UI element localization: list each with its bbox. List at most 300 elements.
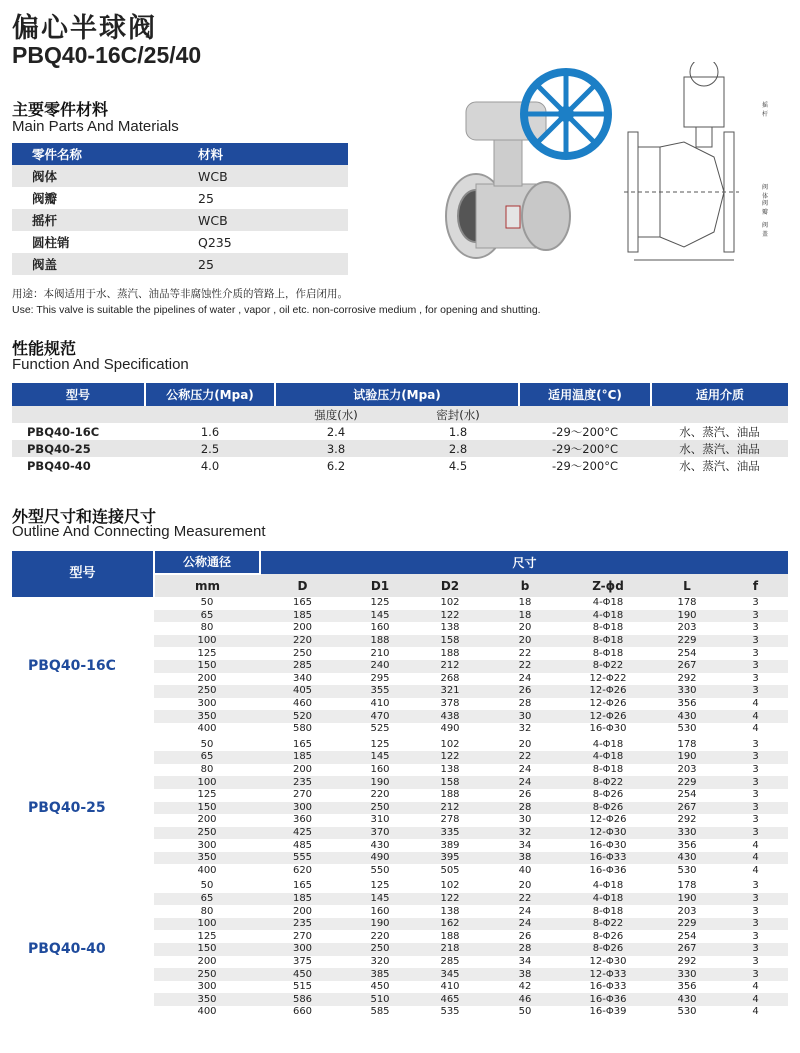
table-row xyxy=(12,187,348,209)
cell: 356 xyxy=(677,981,697,993)
cell: 410 xyxy=(370,698,390,710)
cell: 145 xyxy=(370,751,390,763)
cell: 203 xyxy=(677,905,697,917)
part-material: Q235 xyxy=(198,234,232,250)
cell: 355 xyxy=(370,685,390,697)
table-row xyxy=(12,231,348,253)
func-pn: 4.0 xyxy=(200,458,220,473)
cell: 32 xyxy=(518,723,532,735)
cell: 270 xyxy=(292,930,313,942)
cell: 320 xyxy=(370,955,390,967)
cell: 267 xyxy=(677,943,697,955)
outline-header-row xyxy=(12,551,788,574)
cell: 410 xyxy=(440,981,460,993)
cell: 125 xyxy=(370,880,390,892)
cell: 12-Φ26 xyxy=(589,814,627,826)
cell: 145 xyxy=(370,892,390,904)
parts-header-material: 材料 xyxy=(198,147,224,162)
cell: 24 xyxy=(518,918,532,930)
cell: 3 xyxy=(752,597,759,609)
func-strength: 3.8 xyxy=(326,441,346,456)
cell: 125 xyxy=(370,738,390,750)
cell: 254 xyxy=(677,647,697,659)
cell: 278 xyxy=(440,814,460,826)
cell: 190 xyxy=(370,918,390,930)
part-material: WCB xyxy=(198,212,228,228)
cell: 8-Φ26 xyxy=(592,789,624,801)
cell: 4 xyxy=(752,864,759,876)
cell: 4-Φ18 xyxy=(592,751,624,763)
function-header-pn: 公称压力(Mpa) xyxy=(145,383,275,406)
cell: 102 xyxy=(440,597,460,609)
cell: 310 xyxy=(370,814,390,826)
cell: 165 xyxy=(292,738,313,750)
cell: 50 xyxy=(200,880,214,892)
cell: 3 xyxy=(752,764,759,776)
cell: 50 xyxy=(200,597,214,609)
cell: 250 xyxy=(370,801,390,813)
cell: 16-Φ30 xyxy=(589,839,627,851)
cell: 24 xyxy=(518,672,532,684)
func-seal: 4.5 xyxy=(448,458,468,473)
outline-sub-f: f xyxy=(752,578,759,593)
cell: 240 xyxy=(370,660,390,672)
cell: 285 xyxy=(440,955,460,967)
cell: 125 xyxy=(197,789,217,801)
cell: 162 xyxy=(440,918,460,930)
cell: 34 xyxy=(518,839,532,851)
cell: 580 xyxy=(292,723,313,735)
cell: 150 xyxy=(197,943,217,955)
cell: 250 xyxy=(292,647,313,659)
cell: 165 xyxy=(292,597,313,609)
cell: 267 xyxy=(677,660,697,672)
cell: 8-Φ26 xyxy=(592,801,624,813)
outline-heading-cn: 外型尺寸和连接尺寸 xyxy=(12,507,157,526)
cell: 292 xyxy=(677,955,697,967)
function-heading-en: Function And Specification xyxy=(12,356,189,373)
cell: 300 xyxy=(292,801,313,813)
cell: 356 xyxy=(677,839,697,851)
cell: 385 xyxy=(370,968,390,980)
cell: 200 xyxy=(292,905,313,917)
cell: 42 xyxy=(518,981,532,993)
table-row xyxy=(12,165,348,187)
cell: 3 xyxy=(752,609,759,621)
cell: 188 xyxy=(370,635,390,647)
cell: 335 xyxy=(440,826,460,838)
cell: 3 xyxy=(752,789,759,801)
cell: 530 xyxy=(677,864,697,876)
cell: 3 xyxy=(752,930,759,942)
cell: 485 xyxy=(292,839,313,851)
cell: 510 xyxy=(370,993,390,1005)
cell: 8-Φ22 xyxy=(592,918,624,930)
cell: 550 xyxy=(370,864,390,876)
cell: 321 xyxy=(440,685,460,697)
cell: 122 xyxy=(440,609,460,621)
function-header-medium: 适用介质 xyxy=(695,388,744,402)
cell: 12-Φ26 xyxy=(589,698,627,710)
cell: 188 xyxy=(440,647,460,659)
cell: 8-Φ18 xyxy=(592,647,624,659)
cell: 300 xyxy=(197,981,217,993)
cell: 400 xyxy=(197,864,217,876)
cell: 102 xyxy=(440,880,460,892)
cell: 300 xyxy=(197,698,217,710)
cell: 200 xyxy=(197,955,217,967)
cell: 292 xyxy=(677,814,697,826)
func-model: PBQ40-40 xyxy=(27,458,91,473)
cell: 229 xyxy=(677,776,697,788)
cell: 3 xyxy=(752,918,759,930)
cell: 145 xyxy=(370,609,390,621)
func-strength: 6.2 xyxy=(326,458,346,473)
cell: 8-Φ26 xyxy=(592,943,624,955)
outline-header-size: 尺寸 xyxy=(260,551,788,574)
cell: 125 xyxy=(370,597,390,609)
cell: 330 xyxy=(677,826,697,838)
cell: 389 xyxy=(440,839,460,851)
cell: 4 xyxy=(752,710,759,722)
func-pn: 1.6 xyxy=(200,424,220,439)
cell: 235 xyxy=(292,776,313,788)
usage-cn: 用途：本阀适用于水、蒸汽、油品等非腐蚀性介质的管路上，作启闭用。 xyxy=(12,288,348,300)
group-model: PBQ40-40 xyxy=(12,880,154,1019)
cell: 525 xyxy=(370,723,390,735)
cell: 218 xyxy=(440,943,460,955)
outline-sub-b: b xyxy=(520,578,530,593)
cell: 505 xyxy=(440,864,460,876)
group-model: PBQ40-16C xyxy=(12,597,154,736)
cell: 188 xyxy=(440,930,460,942)
cell: 254 xyxy=(677,789,697,801)
table-row xyxy=(12,880,788,893)
cell: 212 xyxy=(440,660,460,672)
func-model: PBQ40-25 xyxy=(27,441,91,456)
cell: 40 xyxy=(518,864,532,876)
outline-header-model: 型号 xyxy=(12,551,154,597)
cell: 229 xyxy=(677,918,697,930)
drawing-label-body: 阀体 xyxy=(762,184,769,200)
cell: 28 xyxy=(518,801,532,813)
cell: 16-Φ36 xyxy=(589,993,627,1005)
cell: 3 xyxy=(752,647,759,659)
cell: 3 xyxy=(752,660,759,672)
table-row xyxy=(12,209,348,231)
cell: 285 xyxy=(292,660,313,672)
parts-table xyxy=(12,143,348,275)
cell: 210 xyxy=(370,647,390,659)
cell: 38 xyxy=(518,852,532,864)
cell: 34 xyxy=(518,955,532,967)
cell: 12-Φ26 xyxy=(589,710,627,722)
cell: 3 xyxy=(752,814,759,826)
cell: 12-Φ33 xyxy=(589,968,627,980)
function-header-row xyxy=(12,383,788,406)
cell: 200 xyxy=(197,814,217,826)
cell: 3 xyxy=(752,955,759,967)
cell: 80 xyxy=(200,622,214,634)
cell: 450 xyxy=(292,968,313,980)
cell: 3 xyxy=(752,801,759,813)
cell: 8-Φ22 xyxy=(592,660,624,672)
cell: 190 xyxy=(370,776,390,788)
cell: 586 xyxy=(292,993,313,1005)
cell: 32 xyxy=(518,826,532,838)
func-medium: 水、蒸汽、油品 xyxy=(679,458,760,473)
cell: 165 xyxy=(292,880,313,892)
part-name: 阀瓣 xyxy=(32,191,58,206)
outline-heading-en: Outline And Connecting Measurement xyxy=(12,523,266,540)
cell: 150 xyxy=(197,801,217,813)
cell: 160 xyxy=(370,764,390,776)
function-subheader-seal: 密封(水) xyxy=(436,407,480,422)
outline-sub-zd: Z-ϕd xyxy=(592,578,624,593)
cell: 16-Φ33 xyxy=(589,981,627,993)
cell: 490 xyxy=(370,852,390,864)
outline-sub-d: D xyxy=(297,578,308,593)
cell: 18 xyxy=(518,609,532,621)
outline-sub-d1: D1 xyxy=(370,578,390,593)
cell: 295 xyxy=(370,672,390,684)
cell: 22 xyxy=(518,660,532,672)
cell: 4 xyxy=(752,698,759,710)
function-header-temp: 适用温度(°C) xyxy=(519,383,651,406)
func-temp: -29～200°C xyxy=(551,441,618,456)
cell: 122 xyxy=(440,751,460,763)
cell: 8-Φ18 xyxy=(592,635,624,647)
cell: 26 xyxy=(518,930,532,942)
cell: 122 xyxy=(440,892,460,904)
cell: 16-Φ33 xyxy=(589,852,627,864)
parts-header-name: 零件名称 xyxy=(32,147,83,162)
cell: 190 xyxy=(677,751,697,763)
cell: 430 xyxy=(677,993,697,1005)
cell: 158 xyxy=(440,776,460,788)
function-subheader-row xyxy=(12,406,788,423)
valve-photo xyxy=(436,66,616,276)
cell: 330 xyxy=(677,968,697,980)
cell: 200 xyxy=(197,672,217,684)
cell: 12-Φ22 xyxy=(589,672,627,684)
part-name: 圆柱销 xyxy=(32,235,70,250)
cell: 26 xyxy=(518,789,532,801)
outline-header-dn: 公称通径 xyxy=(154,551,260,574)
cell: 515 xyxy=(292,981,313,993)
cell: 138 xyxy=(440,764,460,776)
cell: 4-Φ18 xyxy=(592,738,624,750)
cell: 24 xyxy=(518,764,532,776)
part-name: 阀体 xyxy=(32,169,58,184)
cell: 425 xyxy=(292,826,313,838)
cell: 229 xyxy=(677,635,697,647)
cell: 3 xyxy=(752,672,759,684)
cell: 178 xyxy=(677,738,697,750)
cell: 16-Φ36 xyxy=(589,864,627,876)
cell: 188 xyxy=(440,789,460,801)
cell: 350 xyxy=(197,852,217,864)
cell: 65 xyxy=(200,892,214,904)
part-material: 25 xyxy=(198,190,214,206)
cell: 12-Φ30 xyxy=(589,826,627,838)
cell: 8-Φ18 xyxy=(592,905,624,917)
table-row xyxy=(12,253,348,275)
cell: 150 xyxy=(197,660,217,672)
cell: 80 xyxy=(200,905,214,917)
cell: 430 xyxy=(677,852,697,864)
cell: 292 xyxy=(677,672,697,684)
cell: 8-Φ26 xyxy=(592,930,624,942)
page-title: 偏心半球阀 xyxy=(12,13,157,44)
cell: 268 xyxy=(440,672,460,684)
cell: 8-Φ18 xyxy=(592,622,624,634)
outline-sub-d2: D2 xyxy=(440,578,460,593)
cell: 400 xyxy=(197,1006,217,1018)
cell: 405 xyxy=(292,685,313,697)
cell: 660 xyxy=(292,1006,313,1018)
drawing-label-disc: 阀瓣 xyxy=(762,200,769,216)
cell: 438 xyxy=(440,710,460,722)
cell: 535 xyxy=(440,1006,460,1018)
cell: 250 xyxy=(197,685,217,697)
function-header-model: 型号 xyxy=(12,383,145,406)
cell: 350 xyxy=(197,710,217,722)
cell: 4 xyxy=(752,993,759,1005)
cell: 330 xyxy=(677,685,697,697)
part-material: WCB xyxy=(198,168,228,184)
cell: 65 xyxy=(200,751,214,763)
cell: 555 xyxy=(292,852,313,864)
cell: 400 xyxy=(197,723,217,735)
func-temp: -29～200°C xyxy=(551,424,618,439)
func-model: PBQ40-16C xyxy=(27,424,100,439)
cell: 3 xyxy=(752,685,759,697)
cell: 160 xyxy=(370,905,390,917)
drawing-label-cover: 阀盖 xyxy=(762,222,769,238)
func-seal: 1.8 xyxy=(448,424,468,439)
cell: 158 xyxy=(440,635,460,647)
function-subheader-strength: 强度(水) xyxy=(314,407,358,422)
cell: 378 xyxy=(440,698,460,710)
cell: 4-Φ18 xyxy=(592,597,624,609)
cell: 530 xyxy=(677,723,697,735)
cell: 3 xyxy=(752,943,759,955)
cell: 125 xyxy=(197,647,217,659)
cell: 254 xyxy=(677,930,697,942)
table-row xyxy=(12,597,788,610)
table-row xyxy=(12,739,788,752)
cell: 178 xyxy=(677,597,697,609)
cell: 102 xyxy=(440,738,460,750)
cell: 8-Φ18 xyxy=(592,764,624,776)
outline-sub-mm: mm xyxy=(194,579,220,593)
cell: 270 xyxy=(292,789,313,801)
cell: 3 xyxy=(752,776,759,788)
cell: 38 xyxy=(518,968,532,980)
cell: 345 xyxy=(440,968,460,980)
cell: 26 xyxy=(518,685,532,697)
cell: 24 xyxy=(518,776,532,788)
cell: 30 xyxy=(518,814,532,826)
function-header-test: 试验压力(Mpa) xyxy=(275,383,519,406)
cell: 3 xyxy=(752,905,759,917)
function-heading-cn: 性能规范 xyxy=(12,339,77,358)
table-row xyxy=(12,457,788,474)
cell: 80 xyxy=(200,764,214,776)
cell: 4 xyxy=(752,981,759,993)
cell: 185 xyxy=(292,892,313,904)
part-name: 摇杆 xyxy=(32,213,58,228)
cell: 20 xyxy=(518,880,532,892)
cell: 350 xyxy=(197,993,217,1005)
cell: 3 xyxy=(752,738,759,750)
cell: 24 xyxy=(518,905,532,917)
cell: 178 xyxy=(677,880,697,892)
parts-heading-en: Main Parts And Materials xyxy=(12,118,179,135)
cell: 160 xyxy=(370,622,390,634)
cell: 267 xyxy=(677,801,697,813)
function-table xyxy=(12,383,788,474)
cell: 28 xyxy=(518,943,532,955)
cell: 22 xyxy=(518,751,532,763)
func-temp: -29～200°C xyxy=(551,458,618,473)
cell: 220 xyxy=(292,635,313,647)
cell: 138 xyxy=(440,905,460,917)
cell: 250 xyxy=(370,943,390,955)
group-model: PBQ40-25 xyxy=(12,739,154,878)
cell: 8-Φ22 xyxy=(592,776,624,788)
cell: 375 xyxy=(292,955,313,967)
cell: 200 xyxy=(292,622,313,634)
cell: 4 xyxy=(752,852,759,864)
cell: 430 xyxy=(677,710,697,722)
part-material: 25 xyxy=(198,256,214,272)
cell: 12-Φ30 xyxy=(589,955,627,967)
cell: 100 xyxy=(197,776,217,788)
cell: 490 xyxy=(440,723,460,735)
cell: 138 xyxy=(440,622,460,634)
cell: 65 xyxy=(200,609,214,621)
cell: 4-Φ18 xyxy=(592,880,624,892)
cell: 190 xyxy=(677,609,697,621)
cell: 4-Φ18 xyxy=(592,892,624,904)
cell: 16-Φ39 xyxy=(589,1006,627,1018)
table-row xyxy=(12,440,788,457)
cell: 3 xyxy=(752,968,759,980)
cell: 530 xyxy=(677,1006,697,1018)
cell: 18 xyxy=(518,597,532,609)
cell: 212 xyxy=(440,801,460,813)
cell: 50 xyxy=(518,1006,532,1018)
cell: 4-Φ18 xyxy=(592,609,624,621)
func-seal: 2.8 xyxy=(448,441,468,456)
cell: 190 xyxy=(677,892,697,904)
cell: 250 xyxy=(197,968,217,980)
cell: 100 xyxy=(197,635,217,647)
drawing-label-rocker: 摇杆 xyxy=(762,102,769,118)
outline-sub-l: L xyxy=(683,578,691,593)
cell: 4 xyxy=(752,839,759,851)
cell: 430 xyxy=(370,839,390,851)
cell: 100 xyxy=(197,918,217,930)
cell: 3 xyxy=(752,635,759,647)
cell: 395 xyxy=(440,852,460,864)
cell: 3 xyxy=(752,826,759,838)
parts-heading-cn: 主要零件材料 xyxy=(12,100,109,119)
cell: 28 xyxy=(518,698,532,710)
cell: 3 xyxy=(752,880,759,892)
